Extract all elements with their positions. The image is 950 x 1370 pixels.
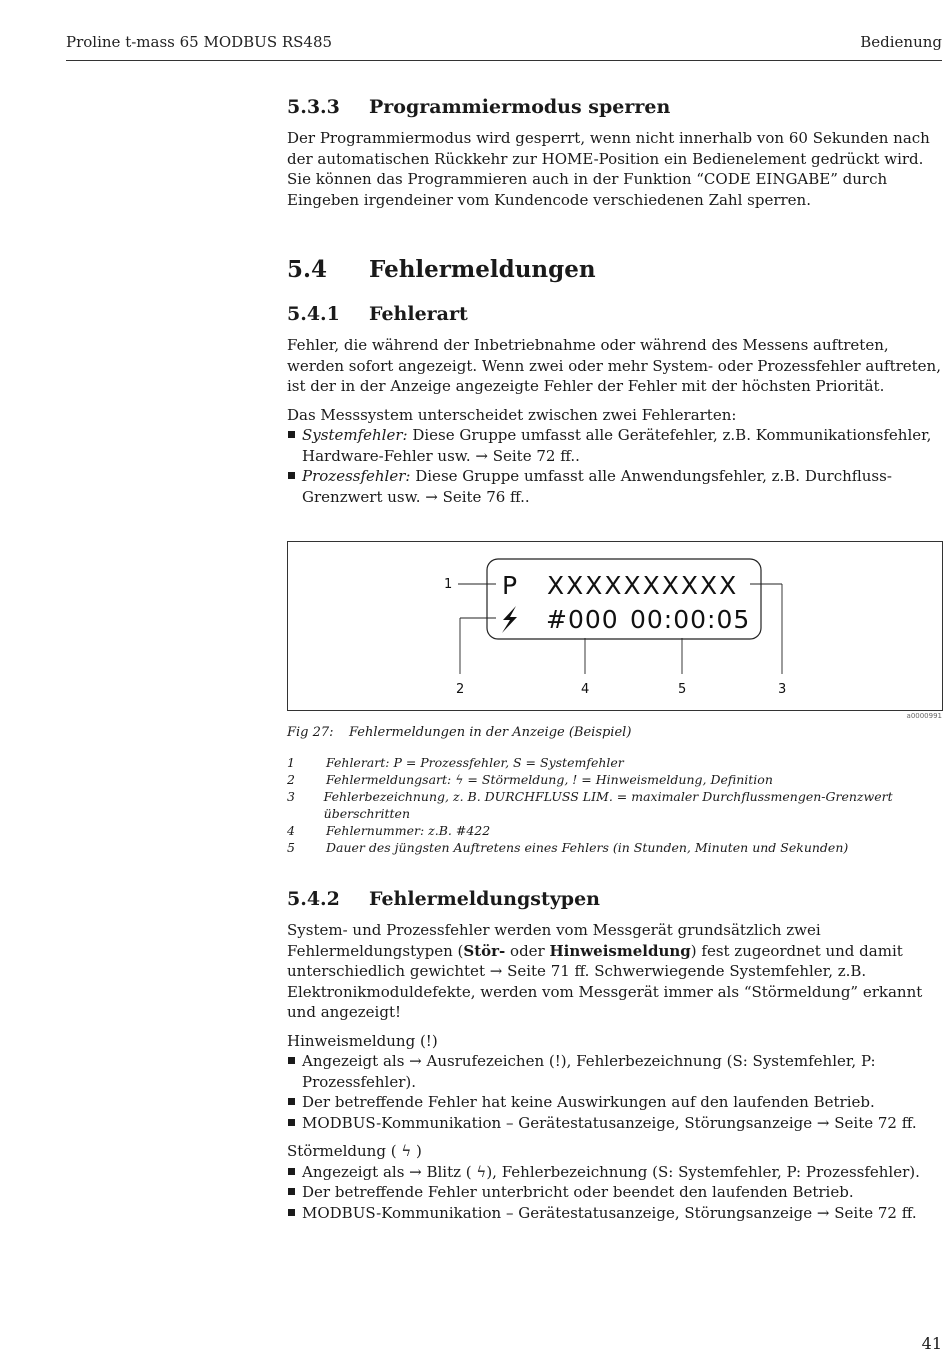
- list-item: [287, 466, 943, 507]
- term: Systemfehler:: [302, 426, 408, 444]
- error-number-text: #000: [546, 605, 619, 634]
- list-item: Der betreffende Fehler hat keine Auswirkungen auf den laufenden Betrieb.: [287, 1092, 943, 1113]
- bold-term: Stör-: [463, 941, 506, 960]
- list-item: MODBUS-Kommunikation – Gerätestatusanzeige, Störungsanzeige → Seite 72 ff.: [287, 1203, 943, 1224]
- page-content: [287, 96, 943, 1231]
- section-heading-5-4: [287, 256, 943, 283]
- list-item: Angezeigt als → Blitz ( ϟ), Fehlerbezeichnung (S: Systemfehler, P: Prozessfehler).: [287, 1162, 943, 1183]
- paragraph: Sie können das Programmieren auch in der Funktion “CODE EINGABE” durch Eingeben irgendeiner vom Kundencode verschiedenen Zahl sperren.: [287, 170, 888, 209]
- section-title: Fehlerart: [369, 303, 468, 325]
- legend-number: 1: [287, 755, 295, 770]
- hinweis-list: [287, 1051, 943, 1133]
- error-designation-text: XXXXXXXXXX: [547, 571, 739, 600]
- section-number: 5.4.1: [287, 303, 340, 325]
- caption-label: Fig 27:: [287, 725, 334, 740]
- legend-number: 4: [287, 823, 295, 838]
- bold-term: Hinweismeldung: [549, 941, 691, 960]
- page-number: 41: [921, 1334, 942, 1353]
- display-diagram: [288, 542, 942, 710]
- legend-text: Fehlerbezeichnung, z. B. DURCHFLUSS LIM. = maximaler Durchflussmengen-Grenzwert überschritten: [323, 789, 893, 821]
- paragraph: Der Programmiermodus wird gesperrt, wenn nicht innerhalb von 60 Sekunden nach der automatischen Rückkehr zur HOME-Position ein Bedienelement gedrückt wird.: [287, 129, 930, 168]
- list-item: MODBUS-Kommunikation – Gerätestatusanzeige, Störungsanzeige → Seite 72 ff.: [287, 1113, 943, 1134]
- section-heading-5-3-3: [287, 96, 943, 118]
- section-heading-5-4-2: [287, 888, 943, 910]
- term: Prozessfehler:: [302, 467, 411, 485]
- legend-item: [287, 822, 943, 839]
- legend-text: Fehlerart: P = Prozessfehler, S = Systemfehler: [326, 755, 624, 770]
- legend-item: [287, 771, 943, 788]
- section-number: 5.4.2: [287, 888, 340, 910]
- callout-label-3: 3: [778, 682, 787, 697]
- callout-label-4: 4: [581, 682, 590, 697]
- section-number: 5.4: [287, 256, 328, 283]
- callout-label-1: 1: [444, 577, 453, 592]
- legend-text: Fehlermeldungsart: ϟ = Störmeldung, ! = Hinweismeldung, Definition: [326, 772, 773, 787]
- legend-item: [287, 788, 943, 822]
- term-description: Diese Gruppe umfasst alle Anwendungsfehler, z.B. Durchfluss-Grenzwert usw. → Seite 76 ff..: [302, 467, 892, 506]
- legend-item: [287, 754, 943, 771]
- subheading-stoermeldung: Störmeldung ( ϟ ): [287, 1142, 422, 1160]
- paragraph: Das Messsystem unterscheidet zwischen zwei Fehlerarten:: [287, 405, 737, 424]
- header-chapter-title: Bedienung: [860, 33, 942, 51]
- figure-legend: [287, 754, 943, 856]
- error-type-char: P: [502, 571, 518, 600]
- legend-number: 2: [287, 772, 295, 787]
- section-heading-5-4-1: [287, 303, 943, 325]
- term-description: Diese Gruppe umfasst alle Gerätefehler, z.B. Kommunikationsfehler, Hardware-Fehler usw. → Seite 72 ff..: [302, 426, 932, 465]
- legend-number: 5: [287, 840, 295, 855]
- paragraph: System- und Prozessfehler werden vom Messgerät grundsätzlich zwei Fehlermeldungstypen (Stör- oder Hinweismeldung) fest zugeordnet und damit unterschiedlich gewichtet → Seite 71 ff. Schwerwiegende Systemfehler, z.B. Elektronikmoduldefekte, werden vom Messgerät immer als “Störmeldung” erkannt und angezeigt!: [287, 921, 923, 1021]
- callout-label-2: 2: [456, 682, 465, 697]
- section-title: Fehlermeldungen: [369, 256, 596, 283]
- list-item: Der betreffende Fehler unterbricht oder beendet den laufenden Betrieb.: [287, 1182, 943, 1203]
- section-title: Programmiermodus sperren: [369, 96, 671, 118]
- legend-item: [287, 839, 943, 856]
- subheading-hinweismeldung: Hinweismeldung (!): [287, 1031, 438, 1050]
- error-duration-text: 00:00:05: [630, 605, 751, 634]
- page-header: [66, 30, 942, 61]
- lightning-icon: [502, 606, 517, 633]
- legend-text: Dauer des jüngsten Auftretens eines Fehlers (in Stunden, Minuten und Sekunden): [326, 840, 849, 855]
- list-item: Angezeigt als → Ausrufezeichen (!), Fehlerbezeichnung (S: Systemfehler, P: Prozessfehler).: [287, 1051, 943, 1092]
- stoer-list: [287, 1162, 943, 1224]
- list-item: [287, 425, 943, 466]
- section-number: 5.3.3: [287, 96, 340, 118]
- paragraph: Fehler, die während der Inbetriebnahme oder während des Messens auftreten, werden sofort angezeigt. Wenn zwei oder mehr System- oder Prozessfehler auftreten, ist der in der Anzeige angezeigte Fehler der Fehler mit der höchsten Priorität.: [287, 336, 941, 395]
- header-document-title: Proline t-mass 65 MODBUS RS485: [66, 33, 333, 51]
- error-type-list: [287, 425, 943, 507]
- figure-id: a0000991: [906, 712, 942, 720]
- caption-text: Fehlermeldungen in der Anzeige (Beispiel): [349, 725, 632, 740]
- legend-text: Fehlernummer: z.B. #422: [326, 823, 491, 838]
- legend-number: 3: [287, 789, 295, 804]
- display-figure: [287, 541, 943, 720]
- section-title: Fehlermeldungstypen: [369, 888, 600, 910]
- callout-label-5: 5: [678, 682, 687, 697]
- figure-caption: [287, 725, 943, 740]
